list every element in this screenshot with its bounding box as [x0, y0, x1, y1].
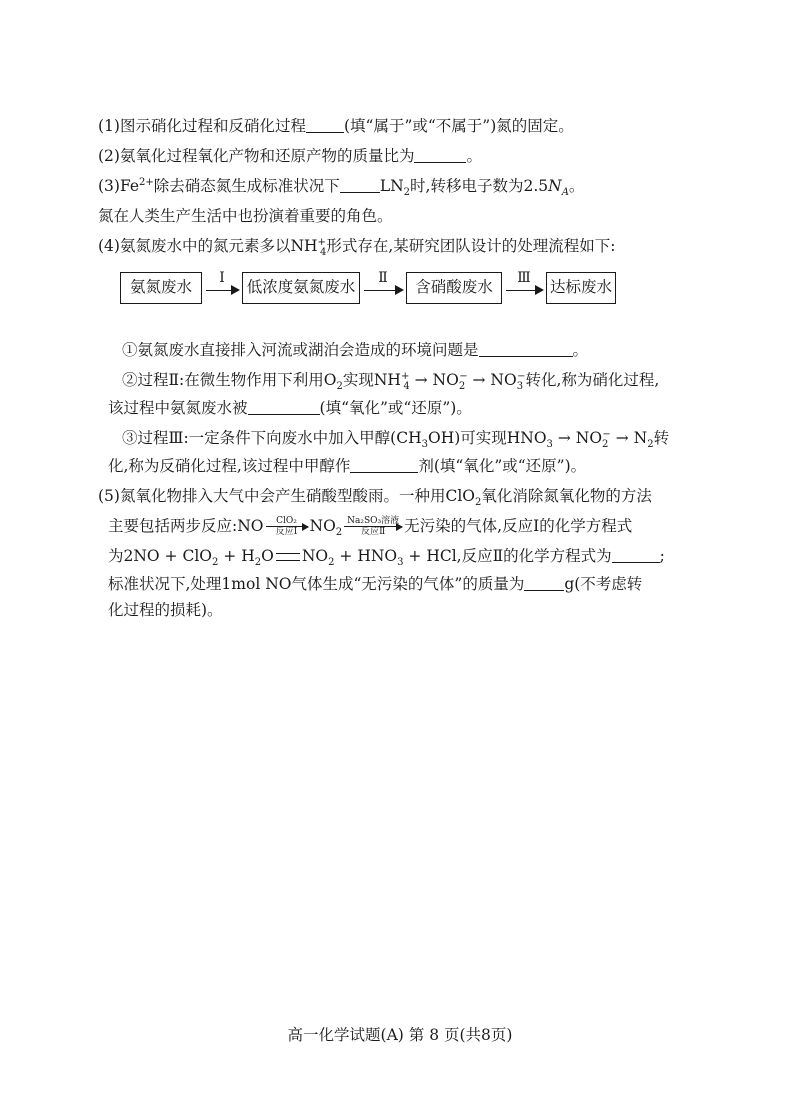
question-2: [98, 146, 482, 166]
avogadro-symbol: N: [548, 177, 562, 195]
question-5: [98, 486, 652, 509]
answer-blank[interactable]: [479, 342, 573, 357]
question-5-text: g(不考虑转: [564, 575, 643, 593]
question-5-line-5: 化过程的损耗)。: [108, 601, 223, 619]
sub-question-text: → NO: [552, 429, 603, 447]
sub-question-tail: (填“氧化”或“还原”)。: [319, 399, 472, 417]
reaction-label: 反应Ⅱ: [361, 527, 386, 537]
subscript: 2: [647, 439, 654, 451]
flow-box-raw-wastewater: 氨氮废水: [120, 272, 202, 304]
question-2-tail: 。: [466, 147, 482, 165]
question-5-text: 为2NO + ClO: [108, 547, 212, 565]
question-5-text: 氧化消除氮氧化物的方法: [481, 487, 652, 505]
question-5-text: + H: [218, 547, 255, 565]
question-5-text: NO: [301, 547, 329, 565]
question-3: [98, 176, 585, 199]
question-3-text: LN: [379, 177, 404, 195]
sub-question-text: 该过程中氨氮废水被: [108, 399, 248, 417]
subscript: 2: [403, 187, 411, 199]
sub-question-text: 转化,称为硝化过程,: [525, 371, 660, 389]
flow-arrow-3: [504, 272, 544, 304]
subscript: 2: [458, 381, 466, 393]
answer-blank[interactable]: [248, 400, 320, 415]
answer-blank[interactable]: [612, 548, 660, 563]
question-3-text: 时,转移电子数为2.5: [410, 177, 549, 195]
question-5-text: 主要包括两步反应:NO: [108, 517, 264, 535]
question-1-text: (1)图示硝化过程和反硝化过程: [98, 117, 306, 135]
question-1: [98, 116, 574, 136]
subscript: A: [561, 187, 569, 199]
reaction-label: 反应Ⅰ: [275, 527, 298, 537]
arrow-label: Ⅱ: [378, 270, 388, 286]
subscript: 3: [546, 439, 553, 451]
question-5-text: NO: [309, 517, 336, 535]
answer-blank[interactable]: [414, 148, 466, 163]
superscript: 2+: [139, 176, 154, 188]
question-5-text: 标准状况下,处理1mol NO气体生成“无污染的气体”的质量为: [108, 575, 525, 593]
flow-arrow-1: [204, 272, 240, 304]
subscript: 4: [403, 381, 410, 393]
question-3-text: 除去硝态氮生成标准状况下: [153, 177, 340, 195]
sub-question-tail: 。: [572, 341, 589, 359]
superscript: −: [602, 428, 611, 440]
arrow-head-icon: [231, 285, 240, 295]
arrow-label: Ⅰ: [219, 270, 225, 286]
subscript: 3: [397, 557, 404, 569]
subscript: 3: [421, 439, 428, 451]
equals-sign-icon: [276, 553, 300, 561]
flow-box-compliant: 达标废水: [546, 272, 616, 304]
subscript: 4: [319, 247, 327, 259]
question-4-text: (4)氨氮废水中的氮元素多以NH: [98, 237, 318, 255]
answer-blank[interactable]: [350, 458, 418, 473]
flow-box-nitrate: 含硝酸废水: [406, 272, 502, 304]
question-4: [98, 236, 616, 259]
question-5-text: + HCl,反应Ⅱ的化学方程式为: [403, 547, 612, 565]
reaction-arrow-2: [344, 516, 402, 538]
question-5-text: + HNO: [334, 547, 398, 565]
question-2-text: (2)氨氧化过程氧化产物和还原产物的质量比为: [98, 147, 415, 165]
question-3-text: (3)Fe: [98, 177, 140, 195]
question-5-text: ;: [659, 547, 665, 565]
question-5-text: 无污染的气体,反应Ⅰ的化学方程式: [404, 517, 633, 535]
sub-question-text: 化,称为反硝化过程,该过程中甲醇作: [108, 457, 351, 475]
sub-question-1: [122, 340, 588, 360]
subscript: 2: [328, 557, 335, 569]
sub-question-text: 实现NH: [342, 371, 401, 389]
arrow-head-icon: [535, 285, 544, 295]
answer-blank[interactable]: [306, 118, 344, 133]
arrow-label: Ⅲ: [517, 270, 531, 286]
sub-question-2: [122, 370, 660, 393]
subscript: 2: [335, 527, 343, 539]
question-5-line-2: [108, 512, 632, 540]
reaction-arrow-1: [266, 516, 308, 538]
sub-question-text: ③过程Ⅲ:一定条件下向废水中加入甲醇(CH: [122, 429, 422, 447]
question-1-tail: (填“属于”或“不属于”)氮的固定。: [343, 117, 574, 135]
superscript: +: [400, 370, 410, 382]
sub-question-3-continued: [108, 456, 586, 476]
sub-question-2-continued: [108, 398, 472, 418]
sub-question-tail: 剂(填“氧化”或“还原”)。: [418, 457, 587, 475]
sub-question-text: → NO: [409, 371, 459, 389]
superscript: −: [517, 370, 526, 382]
subscript: 2: [336, 381, 343, 393]
sub-question-text: 转: [653, 429, 670, 447]
sub-question-3: [122, 428, 670, 451]
sub-question-text: ②过程Ⅱ:在微生物作用下利用O: [122, 371, 337, 389]
subscript: 2: [602, 439, 609, 451]
process-flow-diagram: [120, 272, 620, 308]
flow-arrow-2: [362, 272, 404, 304]
subscript: 2: [254, 557, 262, 569]
answer-blank[interactable]: [524, 576, 564, 591]
question-5-line-3: [108, 546, 665, 569]
answer-blank[interactable]: [340, 178, 380, 193]
page-footer: 高一化学试题(A) 第 8 页(共8页): [287, 1026, 513, 1044]
sub-question-text: OH)可实现HNO: [427, 429, 547, 447]
reagent-label: Na₂SO₃溶液: [347, 516, 400, 526]
sub-question-text: → NO: [467, 371, 517, 389]
sub-question-text: → N: [610, 429, 648, 447]
sub-question-text: ①氨氮废水直接排入河流或湖泊会造成的环境问题是: [122, 341, 479, 359]
arrow-head-icon: [395, 285, 404, 295]
reagent-label: ClO₂: [276, 516, 297, 526]
superscript: −: [459, 370, 468, 382]
flow-box-low-concentration: 低浓度氨氮废水: [242, 272, 360, 304]
superscript: +: [317, 236, 326, 248]
question-5-text: O: [261, 547, 274, 565]
question-4-text: 形式存在,某研究团队设计的处理流程如下:: [326, 237, 616, 255]
intro-text: 氮在人类生产生活中也扮演着重要的角色。: [98, 207, 393, 225]
question-3-tail: 。: [568, 177, 585, 195]
subscript: 2: [212, 557, 219, 569]
subscript: 2: [474, 497, 482, 509]
question-5-line-4: [108, 574, 642, 594]
subscript: 3: [516, 381, 524, 393]
question-5-text: (5)氮氧化物排入大气中会产生硝酸型酸雨。一种用ClO: [98, 487, 475, 505]
